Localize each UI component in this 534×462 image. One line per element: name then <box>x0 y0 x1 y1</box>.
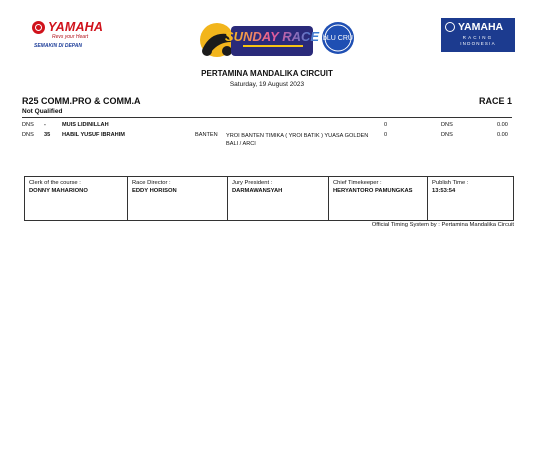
yamaha-logo-left <box>32 20 104 62</box>
yamaha-racing-wordmark: YAMAHA <box>458 21 504 33</box>
row-laps: 0 <box>384 122 388 128</box>
row-team: YROI BANTEN TIMIKA ( YROI BATIK ) YUASA GOLDEN BALI / ARCI <box>226 133 369 147</box>
row-rider: HABIL YUSUF IBRAHIM <box>62 132 125 138</box>
timing-system-credit: Official Timing System by : Pertamina Mandalika Circuit <box>371 222 514 228</box>
row-status: DNS <box>22 122 34 128</box>
official-cell-race-director <box>128 177 228 220</box>
yamaha-tagline: Revs your Heart <box>52 34 89 40</box>
row-gap: 0.00 <box>497 132 508 138</box>
official-role: Jury President : <box>232 180 273 186</box>
official-cell-jury-president <box>228 177 329 220</box>
official-role: Publish Time : <box>432 180 469 186</box>
official-name: EDDY HORISON <box>132 188 177 194</box>
venue-title: PERTAMINA MANDALIKA CIRCUIT <box>201 69 333 78</box>
official-name: HERYANTORO PAMUNGKAS <box>333 188 413 194</box>
row-number: - <box>44 122 46 128</box>
row-rider: MUIS LIDINILLAH <box>62 122 109 128</box>
official-cell-clerk <box>25 177 128 220</box>
yamaha-racing-indonesia-logo <box>441 18 515 52</box>
official-cell-chief-timekeeper <box>329 177 428 220</box>
row-time: DNS <box>441 122 453 128</box>
sunday-race-logo <box>193 18 363 60</box>
class-title: R25 COMM.PRO & COMM.A <box>22 96 141 106</box>
status-heading: Not Qualified <box>22 108 63 115</box>
event-date: Saturday, 19 August 2023 <box>229 81 305 88</box>
divider <box>22 117 512 118</box>
official-cell-publish-time <box>428 177 515 220</box>
row-nationality: BANTEN <box>195 132 218 138</box>
yamaha-emblem-icon <box>445 22 455 32</box>
official-name: DONNY MAHARIONO <box>29 188 88 194</box>
official-name: DARMAWANSYAH <box>232 188 283 194</box>
row-gap: 0.00 <box>497 122 508 128</box>
officials-table <box>24 176 514 221</box>
yamaha-subtitle: SEMAKIN DI DEPAN <box>34 43 82 49</box>
row-laps: 0 <box>384 132 388 138</box>
racing-text: RACING <box>462 35 494 40</box>
official-role: Clerk of the course : <box>29 180 81 186</box>
row-time: DNS <box>441 132 453 138</box>
row-status: DNS <box>22 132 34 138</box>
race-label: RACE 1 <box>478 96 512 106</box>
yamaha-tuning-fork-icon <box>32 21 45 34</box>
indonesia-text: INDONESIA <box>460 41 496 46</box>
yamaha-wordmark: YAMAHA <box>48 20 104 34</box>
official-role: Race Director : <box>132 180 171 186</box>
official-role: Chief Timekeeper : <box>333 180 382 186</box>
result-row <box>0 132 534 147</box>
sunday-race-emblem-icon <box>193 18 363 60</box>
official-name: 13:53:54 <box>432 188 456 194</box>
row-number: 35 <box>44 132 51 138</box>
result-row <box>0 122 534 130</box>
sunday-race-text: SUNDAY RACE <box>224 29 320 44</box>
blu-cru-text: bLU CRU <box>323 35 353 42</box>
